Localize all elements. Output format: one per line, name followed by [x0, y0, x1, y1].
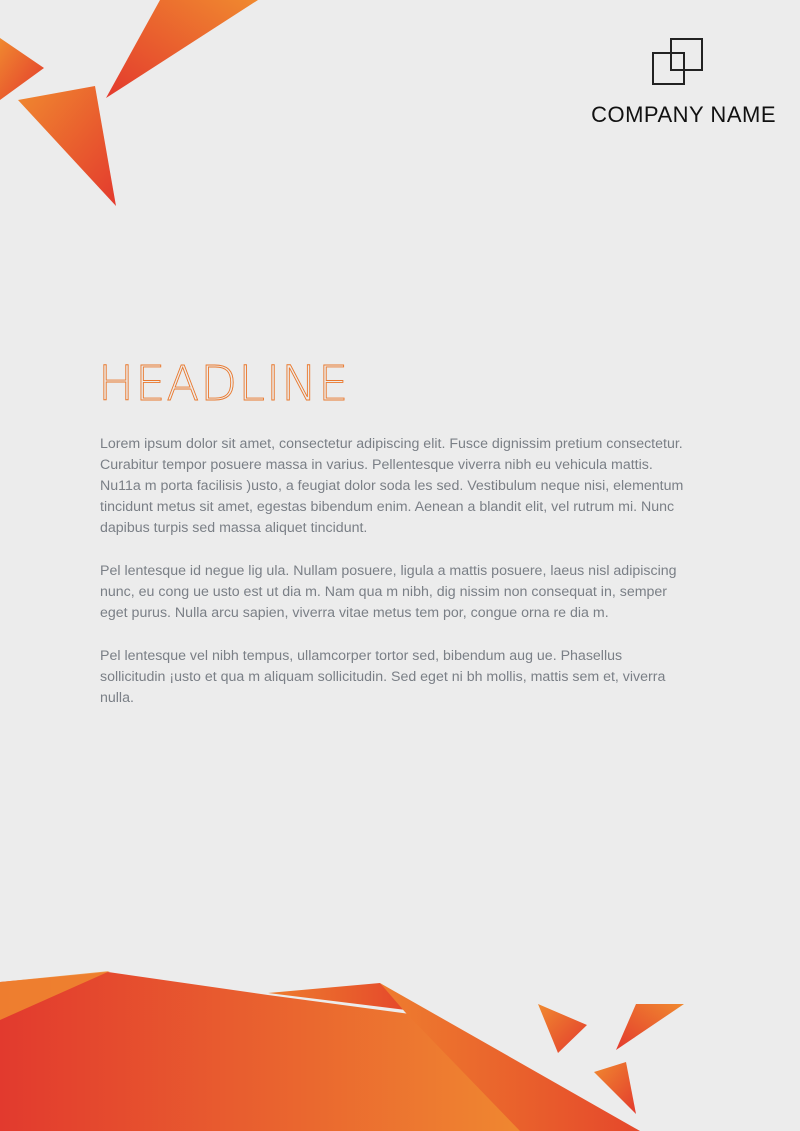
shard-bottom-right-1 — [538, 1004, 587, 1053]
body-text — [100, 434, 686, 731]
company-name: COMPANY NAME — [591, 102, 776, 127]
logo-square-front — [670, 38, 703, 71]
shard-top-left-1 — [0, 38, 44, 100]
company-logo-icon — [650, 36, 706, 92]
shard-top-left-3 — [18, 86, 116, 206]
headline: HEADLINE — [98, 356, 350, 412]
paragraph: Pel lentesque vel nibh tempus, ullamcorper tortor sed, bibendum aug ue. Phasellus sollicitudin ¡usto et qua m aliquam sollicitudin. Sed eget ni bh mollis, mattis sem et, viverra nulla. — [100, 648, 666, 706]
shard-top-left-2 — [106, 0, 258, 98]
shard-bottom-right-2 — [616, 1004, 684, 1050]
paragraph: Lorem ipsum dolor sit amet, consectetur adipiscing elit. Fusce dignissim pretium consectetur. Curabitur tempor posuere massa in varius. Pellentesque viverra nibh eu vehicula mattis. Nu11a m porta facilisis )usto, a feugiat dolor soda les sed. Vestibulum neque nisi, elementum tincidunt metus sit amet, egestas bibendum enim. Aenean a blandit elit, vel rutrum mi. Nunc dapibus turpis sed massa aliquet tincidunt. — [100, 436, 684, 536]
shard-bottom-right-3 — [594, 1062, 636, 1114]
paragraph: Pel lentesque id negue lig ula. Nullam posuere, ligula a mattis posuere, laeus nisl adipiscing nunc, eu cong ue usto est ut dia m. Nam qua m nibh, dig nissim non consequat in, semper eget purus. Nulla arcu sapien, viverra vitae metus tem por, congue orna re dia m. — [100, 563, 677, 621]
